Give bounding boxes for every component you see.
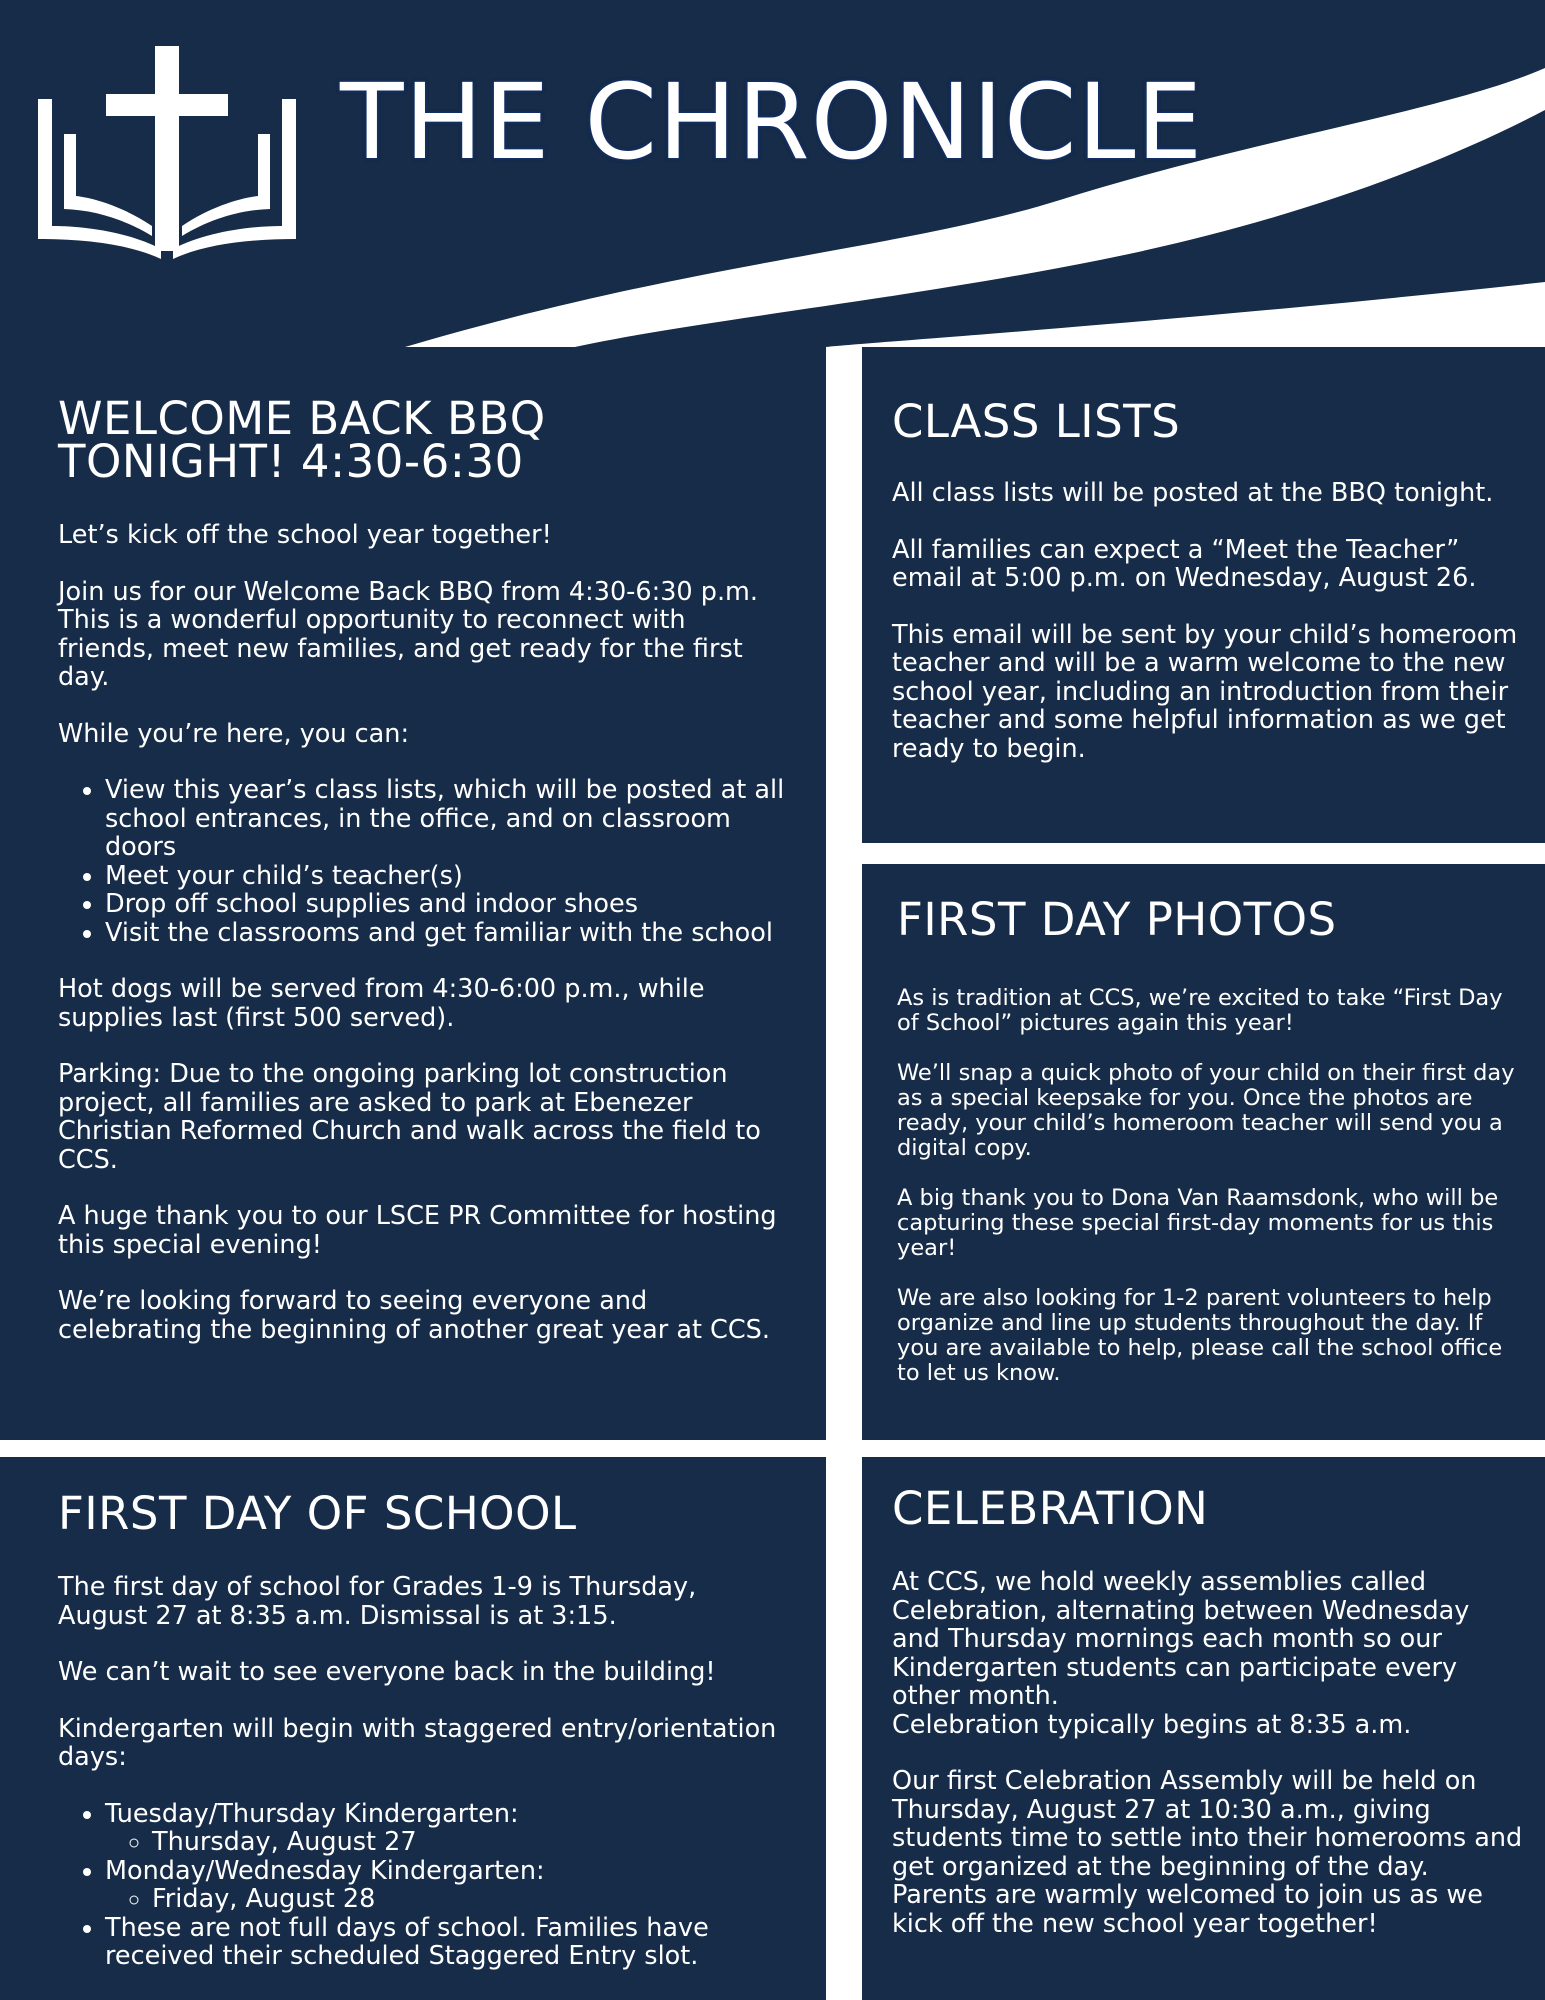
photos-volunteers: We are also looking for 1-2 parent volunteers to help organize and line up students throughout the day. If you are available to help, please call the school office to let us know. bbox=[897, 1285, 1503, 1386]
welcome-heading-line2: TONIGHT! 4:30-6:30 bbox=[58, 435, 524, 488]
first-day-kindergarten: Kindergarten will begin with staggered entry/orientation days: bbox=[58, 1713, 777, 1772]
kindergarten-schedule-list bbox=[58, 1800, 786, 1971]
celebration-panel bbox=[862, 1457, 1545, 2000]
list-item: • Visit the classrooms and get familiar with the school bbox=[105, 919, 786, 948]
list-item bbox=[105, 1857, 786, 1914]
list-item: • View this year’s class lists, which will be posted at all school entrances, in the office, and on classroom doors bbox=[105, 776, 786, 862]
welcome-join-paragraph: Join us for our Welcome Back BBQ from 4:30-6:30 p.m. This is a wonderful opportunity to reconnect with friends, meet new families, and get ready for the first day. bbox=[58, 576, 758, 692]
list-item: • These are not full days of school. Families have received their scheduled Staggered Entry slot. bbox=[105, 1914, 786, 1971]
list-item-label: Tuesday/Thursday Kindergarten: bbox=[105, 1798, 519, 1829]
class-lists-posted: All class lists will be posted at the BBQ tonight. bbox=[892, 478, 1494, 508]
celebration-first-assembly: Our first Celebration Assembly will be held on Thursday, August 27 at 10:30 a.m., giving students time to settle into their homerooms and get organized at the beginning of the day. bbox=[892, 1766, 1523, 1882]
class-lists-email: All families can expect a “Meet the Teacher” email at 5:00 p.m. on Wednesday, August 26. bbox=[892, 534, 1477, 593]
welcome-intro: Let’s kick off the school year together! bbox=[58, 520, 552, 550]
photos-snap: We’ll snap a quick photo of your child on their first day as a special keepsake for you. Once the photos are ready, your child’s homeroom teacher will send you a digital copy. bbox=[897, 1060, 1515, 1161]
photos-thanks: A big thank you to Dona Van Raamsdonk, who will be capturing these special first-day moments for us this year! bbox=[897, 1185, 1499, 1261]
class-lists-panel bbox=[862, 347, 1545, 843]
celebration-weekly: At CCS, we hold weekly assemblies called Celebration, alternating between Wednesday and Thursday mornings each month so our Kindergarten students can participate every other month. bbox=[892, 1567, 1470, 1711]
photos-heading: FIRST DAY PHOTOS bbox=[897, 893, 1337, 946]
list-subitem: ◦ Thursday, August 27 bbox=[152, 1828, 786, 1857]
welcome-closing: We’re looking forward to seeing everyone and celebrating the beginning of another great year at CCS. bbox=[58, 1286, 770, 1345]
masthead-banner bbox=[0, 0, 1545, 350]
list-item-label: Monday/Wednesday Kindergarten: bbox=[105, 1855, 545, 1886]
class-lists-heading: CLASS LISTS bbox=[892, 395, 1181, 448]
welcome-heading bbox=[58, 392, 786, 488]
welcome-thank-you: A huge thank you to our LSCE PR Committee for hosting this special evening! bbox=[58, 1201, 777, 1260]
photos-tradition: As is tradition at CCS, we’re excited to take “First Day of School” pictures again this year! bbox=[897, 985, 1503, 1036]
cross-bible-icon bbox=[34, 44, 300, 260]
list-item: • Meet your child’s teacher(s) bbox=[105, 862, 786, 891]
first-day-heading: FIRST DAY OF SCHOOL bbox=[58, 1487, 577, 1540]
celebration-parents: Parents are warmly welcomed to join us as we kick off the new school year together! bbox=[892, 1880, 1483, 1939]
celebration-heading: CELEBRATION bbox=[892, 1482, 1209, 1535]
class-lists-homeroom: This email will be sent by your child’s homeroom teacher and will be a warm welcome to the new school year, including an introduction from their teacher and some helpful information as we get ready to begin. bbox=[892, 619, 1518, 764]
list-item: • Drop off school supplies and indoor shoes bbox=[105, 890, 786, 919]
welcome-heading-line1: WELCOME BACK BBQ bbox=[58, 392, 546, 445]
list-subitem: ◦ Friday, August 28 bbox=[152, 1885, 786, 1914]
first-day-excited: We can’t wait to see everyone back in the building! bbox=[58, 1657, 716, 1687]
welcome-hot-dogs: Hot dogs will be served from 4:30-6:00 p.m., while supplies last (first 500 served). bbox=[58, 974, 705, 1033]
welcome-parking: Parking: Due to the ongoing parking lot construction project, all families are asked to park at Ebenezer Christian Reformed Church and walk across the field to CCS. bbox=[58, 1059, 761, 1175]
first-day-of-school-panel bbox=[0, 1457, 826, 2000]
welcome-bbq-panel bbox=[0, 347, 826, 1440]
first-day-photos-panel bbox=[862, 864, 1545, 1440]
welcome-activities-list bbox=[58, 776, 786, 947]
welcome-while-here: While you’re here, you can: bbox=[58, 718, 410, 749]
masthead-title: THE CHRONICLE bbox=[340, 61, 1204, 183]
first-day-date: The first day of school for Grades 1-9 is Thursday, August 27 at 8:35 a.m. Dismissal is at 3:15. bbox=[58, 1572, 697, 1631]
list-item bbox=[105, 1800, 786, 1857]
celebration-time: Celebration typically begins at 8:35 a.m. bbox=[892, 1709, 1412, 1740]
